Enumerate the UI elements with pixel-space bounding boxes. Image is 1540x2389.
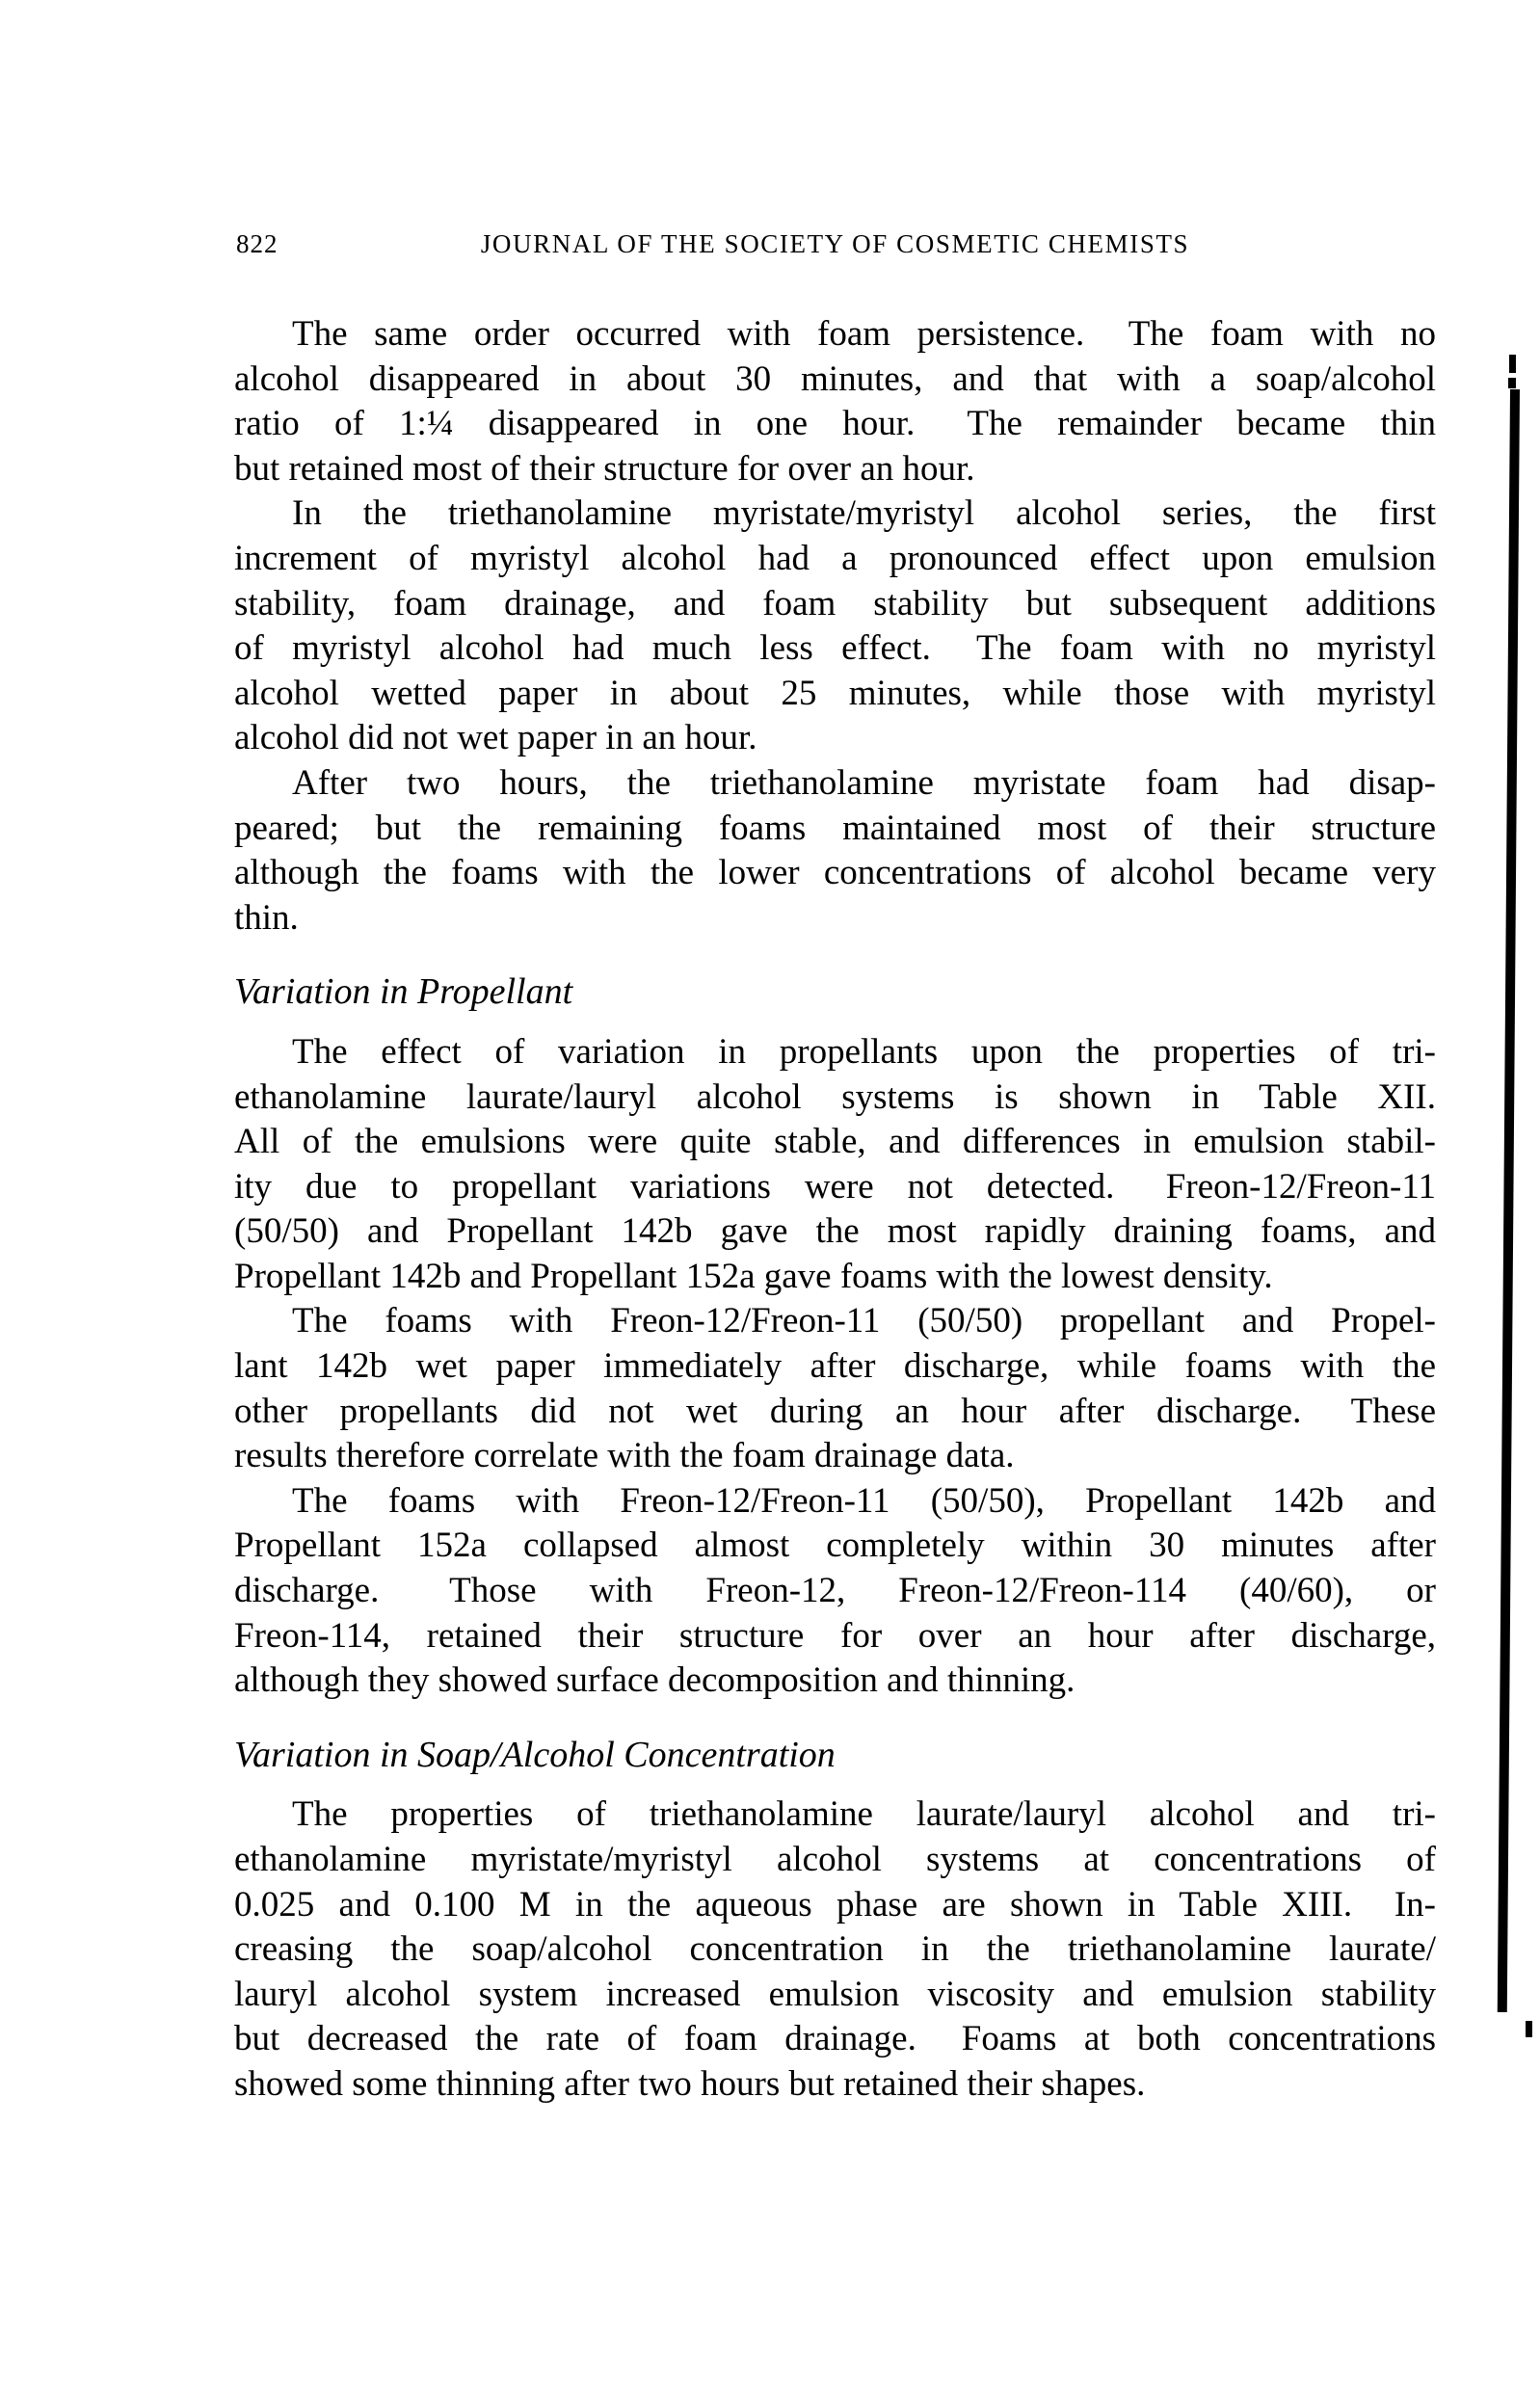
section-heading: Variation in Soap/Alcohol Concentration: [234, 1734, 836, 1775]
text-line: peared; but the remaining foams maintained most of their structure: [234, 808, 1436, 848]
text-line: 0.025 and 0.100 M in the aqueous phase are shown in Table XIII. In-: [234, 1884, 1436, 1924]
section-heading: Variation in Propellant: [234, 971, 573, 1013]
text-line: In the triethanolamine myristate/myristyl alcohol series, the first: [292, 493, 1436, 534]
scan-artifact-vertical-line: [1498, 389, 1520, 2012]
text-line: Propellant 142b and Propellant 152a gave foams with the lowest density.: [234, 1256, 1273, 1296]
text-line: discharge. Those with Freon-12, Freon-12/Freon-114 (40/60), or: [234, 1571, 1436, 1611]
text-line: alcohol did not wet paper in an hour.: [234, 718, 757, 758]
running-head: [234, 229, 1436, 260]
text-line: thin.: [234, 897, 299, 938]
paragraph: [234, 312, 1436, 491]
text-line: ethanolamine myristate/myristyl alcohol systems at concentrations of: [234, 1840, 1436, 1879]
scan-artifact-dash-top: [1509, 355, 1516, 373]
text-line: The same order occurred with foam persistence. The foam with no: [292, 314, 1436, 354]
text-line: alcohol wetted paper in about 25 minutes, while those with myristyl: [234, 673, 1436, 713]
text-line: ratio of 1:¼ disappeared in one hour. The remainder became thin: [234, 404, 1436, 444]
page-number: 822: [236, 229, 279, 258]
text-line: lauryl alcohol system increased emulsion viscosity and emulsion stability: [234, 1974, 1436, 2014]
text-line: increment of myristyl alcohol had a pronounced effect upon emulsion: [234, 538, 1436, 578]
text-line: All of the emulsions were quite stable, and differences in emulsion stabil-: [234, 1122, 1436, 1162]
text-line: creasing the soap/alcohol concentration in the triethanolamine laurate/: [234, 1929, 1436, 1970]
text-line: The properties of triethanolamine laurate/lauryl alcohol and tri-: [292, 1794, 1436, 1835]
text-line: but decreased the rate of foam drainage. Foams at both concentrations: [234, 2019, 1436, 2059]
text-line: The foams with Freon-12/Freon-11 (50/50) propellant and Propel-: [292, 1301, 1436, 1341]
text-line: Propellant 152a collapsed almost completely within 30 minutes after: [234, 1526, 1436, 1566]
scan-artifact-dash-small: [1508, 378, 1516, 388]
text-line: The effect of variation in propellants upon the properties of tri-: [292, 1031, 1436, 1072]
text-line: The foams with Freon-12/Freon-11 (50/50), Propellant 142b and: [292, 1480, 1436, 1521]
text-line: After two hours, the triethanolamine myristate foam had disap-: [292, 762, 1436, 803]
scan-artifact-bottom-mark: [1526, 2021, 1532, 2037]
text-column: [234, 312, 1436, 2108]
paragraph: [234, 1479, 1436, 1704]
text-line: of myristyl alcohol had much less effect. The foam with no myristyl: [234, 628, 1436, 669]
paragraph: [234, 761, 1436, 941]
paragraph: [234, 1299, 1436, 1478]
text-line: Freon-114, retained their structure for over an hour after discharge,: [234, 1615, 1436, 1656]
text-line: results therefore correlate with the foam drainage data.: [234, 1436, 1015, 1476]
text-line: although they showed surface decomposition and thinning.: [234, 1660, 1075, 1701]
text-line: lant 142b wet paper immediately after discharge, while foams with the: [234, 1346, 1436, 1387]
text-line: other propellants did not wet during an hour after discharge. These: [234, 1391, 1436, 1431]
paragraph: [234, 491, 1436, 761]
text-line: but retained most of their structure for over an hour.: [234, 448, 975, 489]
text-line: stability, foam drainage, and foam stability but subsequent additions: [234, 583, 1436, 624]
journal-title: JOURNAL OF THE SOCIETY OF COSMETIC CHEMISTS: [480, 229, 1190, 258]
text-line: ity due to propellant variations were not detected. Freon-12/Freon-11: [234, 1166, 1436, 1207]
text-line: (50/50) and Propellant 142b gave the most rapidly draining foams, and: [234, 1211, 1436, 1252]
paragraph: [234, 1030, 1436, 1300]
paragraph: [234, 1792, 1436, 2107]
text-line: ethanolamine laurate/lauryl alcohol systems is shown in Table XII.: [234, 1076, 1436, 1117]
text-line: although the foams with the lower concentrations of alcohol became very: [234, 853, 1436, 893]
text-line: showed some thinning after two hours but retained their shapes.: [234, 2063, 1146, 2104]
text-line: alcohol disappeared in about 30 minutes, and that with a soap/alcohol: [234, 358, 1436, 399]
